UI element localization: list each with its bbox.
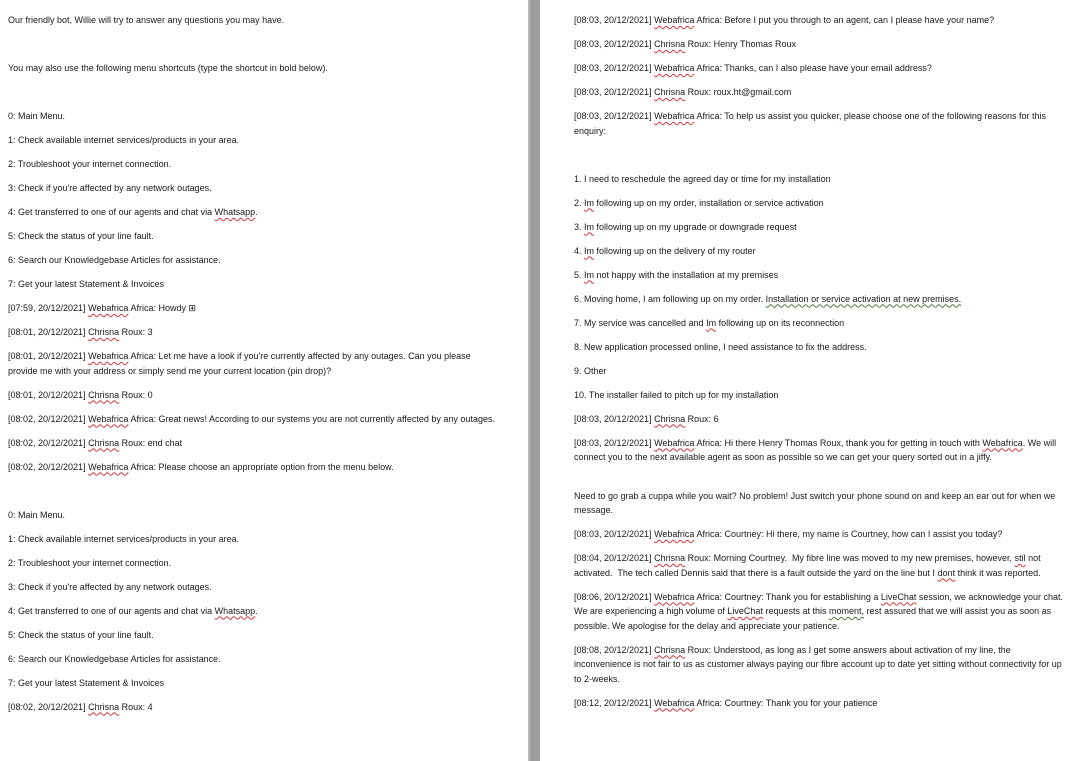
text-segment: . — [255, 207, 258, 217]
spelling-flagged-word: Chrisna — [88, 701, 120, 712]
text-segment: 6. Moving home, I am following up on my order. — [574, 293, 766, 304]
blank-line — [8, 85, 498, 100]
text-line — [574, 268, 1064, 283]
text-segment: 5. — [574, 269, 585, 280]
text-segment: [08:04, 20/12/2021] — [574, 553, 655, 563]
spelling-flagged-word: Webafrica — [88, 461, 129, 472]
spelling-flagged-word: Webafrica — [654, 697, 695, 708]
text-line — [574, 37, 1064, 52]
text-segment: Roux: 3 — [119, 327, 153, 337]
text-segment: [08:01, 20/12/2021] — [8, 351, 89, 361]
text-line: You may also use the following menu shortcuts (type the shortcut in bold below). — [8, 63, 328, 73]
text-segment: session, we acknowledge your chat. We are experiencing a high volume of — [574, 591, 1066, 616]
text-line — [574, 696, 1064, 711]
text-line — [574, 643, 1064, 687]
text-line — [8, 700, 498, 715]
spelling-flagged-word: Im — [584, 269, 595, 280]
text-line — [574, 220, 1064, 235]
spelling-flagged-word: Whatsapp — [214, 207, 256, 217]
spelling-flagged-word: Webafrica — [88, 351, 129, 361]
spelling-flagged-word: Webafrica — [654, 591, 695, 602]
text-line — [574, 13, 1064, 28]
text-line: 0: Main Menu. — [8, 509, 66, 520]
text-segment: Africa: Courtney: Thank you for your patience — [694, 697, 878, 708]
blank-line — [8, 484, 498, 499]
text-line: 0: Main Menu. — [8, 111, 66, 121]
text-segment: Africa: Please choose an appropriate option from the menu below. — [128, 461, 394, 472]
text-segment: . — [255, 605, 258, 616]
text-line: 7: Get your latest Statement & Invoices — [8, 279, 165, 289]
spelling-flagged-word: Webafrica — [654, 529, 695, 539]
text-segment: [08:02, 20/12/2021] — [8, 413, 89, 424]
text-segment: requests at this — [762, 606, 829, 616]
spelling-flagged-word: Webafrica — [654, 437, 695, 448]
text-segment: Roux: 4 — [119, 701, 153, 712]
text-line — [574, 527, 1064, 542]
spelling-flagged-word: Webafrica — [654, 63, 695, 73]
text-line — [574, 590, 1064, 634]
text-segment: Roux: Morning Courtney. My fibre line was moved to my new premises, however, — [685, 553, 1015, 563]
text-segment: following up on its reconnection — [716, 317, 845, 328]
text-line: 3: Check if you're affected by any network outages. — [8, 183, 212, 193]
text-segment: 4: Get transferred to one of our agents and chat via — [8, 605, 215, 616]
text-segment: [08:03, 20/12/2021] — [574, 39, 655, 49]
text-segment: think it was reported. — [955, 567, 1041, 578]
blank-line — [574, 474, 1064, 479]
text-segment: [08:06, 20/12/2021] — [574, 591, 655, 602]
text-segment: Africa: Howdy ⊞ — [128, 303, 196, 313]
text-line: 2: Troubleshoot your internet connection. — [8, 159, 172, 169]
text-line: 5: Check the status of your line fault. — [8, 231, 154, 241]
spelling-flagged-word: Chrisna — [654, 553, 686, 563]
text-line — [8, 349, 498, 378]
text-line — [8, 388, 498, 403]
text-line: 1: Check available internet services/products in your area. — [8, 135, 240, 145]
text-line — [8, 436, 498, 451]
text-segment: 7. My service was cancelled and — [574, 317, 707, 328]
text-segment: Roux: Henry Thomas Roux — [685, 39, 796, 49]
text-line — [8, 412, 498, 427]
text-segment: [08:03, 20/12/2021] — [574, 63, 655, 73]
text-segment: [08:03, 20/12/2021] — [574, 15, 655, 25]
text-segment: 2. — [574, 197, 585, 208]
text-segment: Africa: Courtney: Hi there, my name is Courtney, how can I assist you today? — [694, 529, 1003, 539]
document-page-left — [0, 0, 528, 761]
text-line: 2: Troubleshoot your internet connection. — [8, 557, 172, 568]
text-line: Our friendly bot, Willie will try to answer any questions you may have. — [8, 15, 285, 25]
blank-line — [8, 37, 498, 52]
text-segment: . We will connect you to the next available agent as soon as possible so we can get your query sorted out in a jiffy. — [574, 437, 1059, 462]
text-line — [574, 316, 1064, 331]
text-segment: [08:02, 20/12/2021] — [8, 437, 89, 448]
spelling-flagged-word: Whatsapp — [214, 605, 256, 616]
text-line: 9. Other — [574, 365, 607, 376]
spelling-flagged-word: Webafrica — [982, 437, 1023, 448]
text-segment: Africa: Great news! According to our systems you are not currently affected by any outages. — [128, 413, 495, 424]
spelling-flagged-word: dont — [937, 567, 956, 578]
text-line — [574, 292, 1064, 307]
text-segment: [08:03, 20/12/2021] — [574, 413, 655, 424]
spelling-flagged-word: Im — [584, 197, 595, 208]
text-segment: Africa: Hi there Henry Thomas Roux, thank you for getting in touch with — [694, 437, 983, 448]
grammar-flagged-text: moment, — [829, 606, 865, 616]
text-segment: [08:03, 20/12/2021] — [574, 437, 655, 448]
spelling-flagged-word: Chrisna — [654, 644, 686, 655]
spelling-flagged-word: Chrisna — [88, 437, 120, 448]
text-line: 6: Search our Knowledgebase Articles for assistance. — [8, 255, 221, 265]
text-line: 3: Check if you're affected by any network outages. — [8, 581, 212, 592]
text-segment: Roux: 6 — [685, 413, 719, 424]
text-segment: [08:02, 20/12/2021] — [8, 701, 89, 712]
text-line — [8, 325, 498, 340]
grammar-flagged-text: Installation or service activation at new premises. — [765, 293, 962, 304]
text-line: 1. I need to reschedule the agreed day or time for my installation — [574, 173, 831, 184]
text-segment: [08:01, 20/12/2021] — [8, 327, 89, 337]
text-line: 10. The installer failed to pitch up for my installation — [574, 389, 779, 400]
text-segment: [08:03, 20/12/2021] — [574, 529, 655, 539]
text-line — [574, 61, 1064, 76]
text-line — [574, 85, 1064, 100]
text-segment: Africa: Courtney: Thank you for establishing a — [694, 591, 881, 602]
spelling-flagged-word: Chrisna — [88, 389, 120, 400]
spelling-flagged-word: Im — [584, 221, 595, 232]
text-segment: Roux: roux.ht@gmail.com — [685, 87, 792, 97]
text-line — [574, 196, 1064, 211]
spelling-flagged-word: Webafrica — [654, 111, 695, 121]
spelling-flagged-word: Chrisna — [88, 327, 120, 337]
blank-line — [574, 148, 1064, 163]
text-line — [574, 109, 1064, 138]
text-line — [574, 412, 1064, 427]
spelling-flagged-word: LiveChat — [727, 606, 763, 616]
text-segment: Roux: 0 — [119, 389, 153, 400]
text-line — [574, 436, 1064, 465]
text-line — [8, 604, 498, 619]
text-segment: rest assured that we will assist you as soon as possible. We apologise for the delay and appreciate your patience. — [574, 606, 1054, 631]
document-page-right — [540, 0, 1084, 761]
text-segment: Africa: Thanks, can I also please have your email address? — [694, 63, 932, 73]
spelling-flagged-word: stil — [1014, 553, 1026, 563]
text-line: 6: Search our Knowledgebase Articles for assistance. — [8, 653, 221, 664]
spelling-flagged-word: Im — [706, 317, 717, 328]
text-segment: following up on my upgrade or downgrade request — [594, 221, 797, 232]
text-segment: [08:03, 20/12/2021] — [574, 111, 655, 121]
text-segment: 3. — [574, 221, 585, 232]
text-segment: not activated. The tech called Dennis said that there is a fault outside the yard on the line but I — [574, 553, 1044, 578]
text-segment: [08:12, 20/12/2021] — [574, 697, 655, 708]
text-segment: [08:01, 20/12/2021] — [8, 389, 89, 400]
spelling-flagged-word: Webafrica — [654, 15, 695, 25]
text-segment: [08:03, 20/12/2021] — [574, 87, 655, 97]
text-segment: Africa: Before I put you through to an agent, can I please have your name? — [694, 15, 995, 25]
spelling-flagged-word: Chrisna — [654, 87, 686, 97]
text-segment: not happy with the installation at my premises — [594, 269, 779, 280]
spelling-flagged-word: Chrisna — [654, 39, 686, 49]
text-line: 1: Check available internet services/products in your area. — [8, 533, 240, 544]
text-segment: Africa: Let me have a look if you're currently affected by any outages. Can you please provide me with your address or simply send me your current location (pin drop)? — [8, 351, 474, 376]
spelling-flagged-word: Webafrica — [88, 303, 129, 313]
text-segment: [08:02, 20/12/2021] — [8, 461, 89, 472]
text-segment: Roux: end chat — [119, 437, 183, 448]
text-line — [8, 301, 498, 316]
text-line — [574, 244, 1064, 259]
text-segment: [08:08, 20/12/2021] — [574, 644, 655, 655]
spelling-flagged-word: Webafrica — [88, 413, 129, 424]
text-line — [8, 205, 498, 220]
text-line: 7: Get your latest Statement & Invoices — [8, 677, 165, 688]
spelling-flagged-word: Chrisna — [654, 413, 686, 424]
text-segment: 4: Get transferred to one of our agents and chat via — [8, 207, 215, 217]
text-line: 5: Check the status of your line fault. — [8, 629, 154, 640]
spelling-flagged-word: LiveChat — [880, 591, 917, 602]
text-segment: Africa: To help us assist you quicker, please choose one of the following reasons for this enquiry: — [574, 111, 1049, 136]
page-gap-divider — [528, 0, 540, 761]
text-segment: Roux: Understood, as long as I get some answers about activation of my line, the inconvenience is not fair to us as customer always paying our fibre account up to date yet sitting without connectivity for up to 2-weeks. — [574, 644, 1065, 684]
text-line — [8, 460, 498, 475]
text-segment: following up on my order, installation or service activation — [594, 197, 824, 208]
text-segment: 4. — [574, 245, 585, 256]
text-line — [574, 551, 1064, 580]
text-line: Need to go grab a cuppa while you wait? No problem! Just switch your phone sound on and keep an ear out for when we message. — [574, 490, 1058, 515]
text-segment: following up on the delivery of my router — [594, 245, 756, 256]
text-line: 8. New application processed online, I need assistance to fix the address. — [574, 341, 867, 352]
spelling-flagged-word: Im — [584, 245, 595, 256]
text-segment: [07:59, 20/12/2021] — [8, 303, 89, 313]
